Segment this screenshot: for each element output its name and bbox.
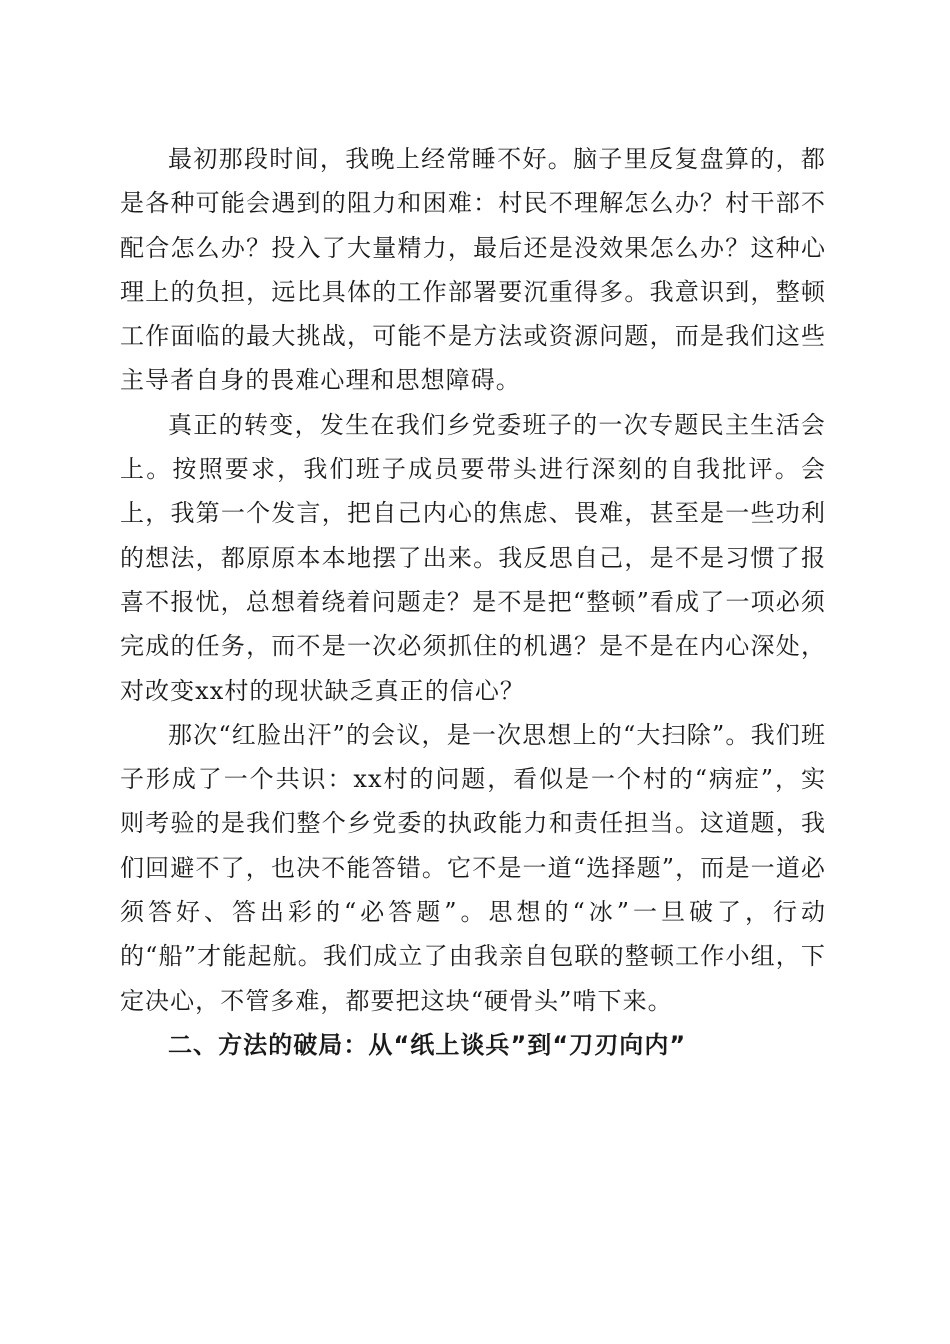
paragraph-3: 那次“红脸出汗”的会议，是一次思想上的“大扫除”。我们班子形成了一个共识：xx村的问题，看似是一个村的“病症”，实则考验的是我们整个乡党委的执政能力和责任担当。这道题，我们回避不了，也决不能答错。它不是一道“选择题”，而是一道必须答好、答出彩的“必答题”。思想的“冰”一旦破了，行动的“船”才能起航。我们成立了由我亲自包联的整顿工作小组，下定决心，不管多难，都要把这块“硬骨头”啃下来。 bbox=[120, 720, 826, 1015]
document-body bbox=[120, 137, 826, 1067]
section-heading: 二、方法的破局：从“纸上谈兵”到“刀刃向内” bbox=[168, 1030, 687, 1059]
paragraph-1: 最初那段时间，我晚上经常睡不好。脑子里反复盘算的，都是各种可能会遇到的阻力和困难：村民不理解怎么办？村干部不配合怎么办？投入了大量精力，最后还是没效果怎么办？这种心理上的负担，远比具体的工作部署要沉重得多。我意识到，整顿工作面临的最大挑战，可能不是方法或资源问题，而是我们这些主导者自身的畏难心理和思想障碍。 bbox=[120, 145, 826, 395]
paragraph-2: 真正的转变，发生在我们乡党委班子的一次专题民主生活会上。按照要求，我们班子成员要带头进行深刻的自我批评。会上，我第一个发言，把自己内心的焦虑、畏难，甚至是一些功利的想法，都原原本本地摆了出来。我反思自己，是不是习惯了报喜不报忧，总想着绕着问题走？是不是把“整顿”看成了一项必须完成的任务，而不是一次必须抓住的机遇？是不是在内心深处，对改变xx村的现状缺乏真正的信心？ bbox=[120, 410, 826, 705]
